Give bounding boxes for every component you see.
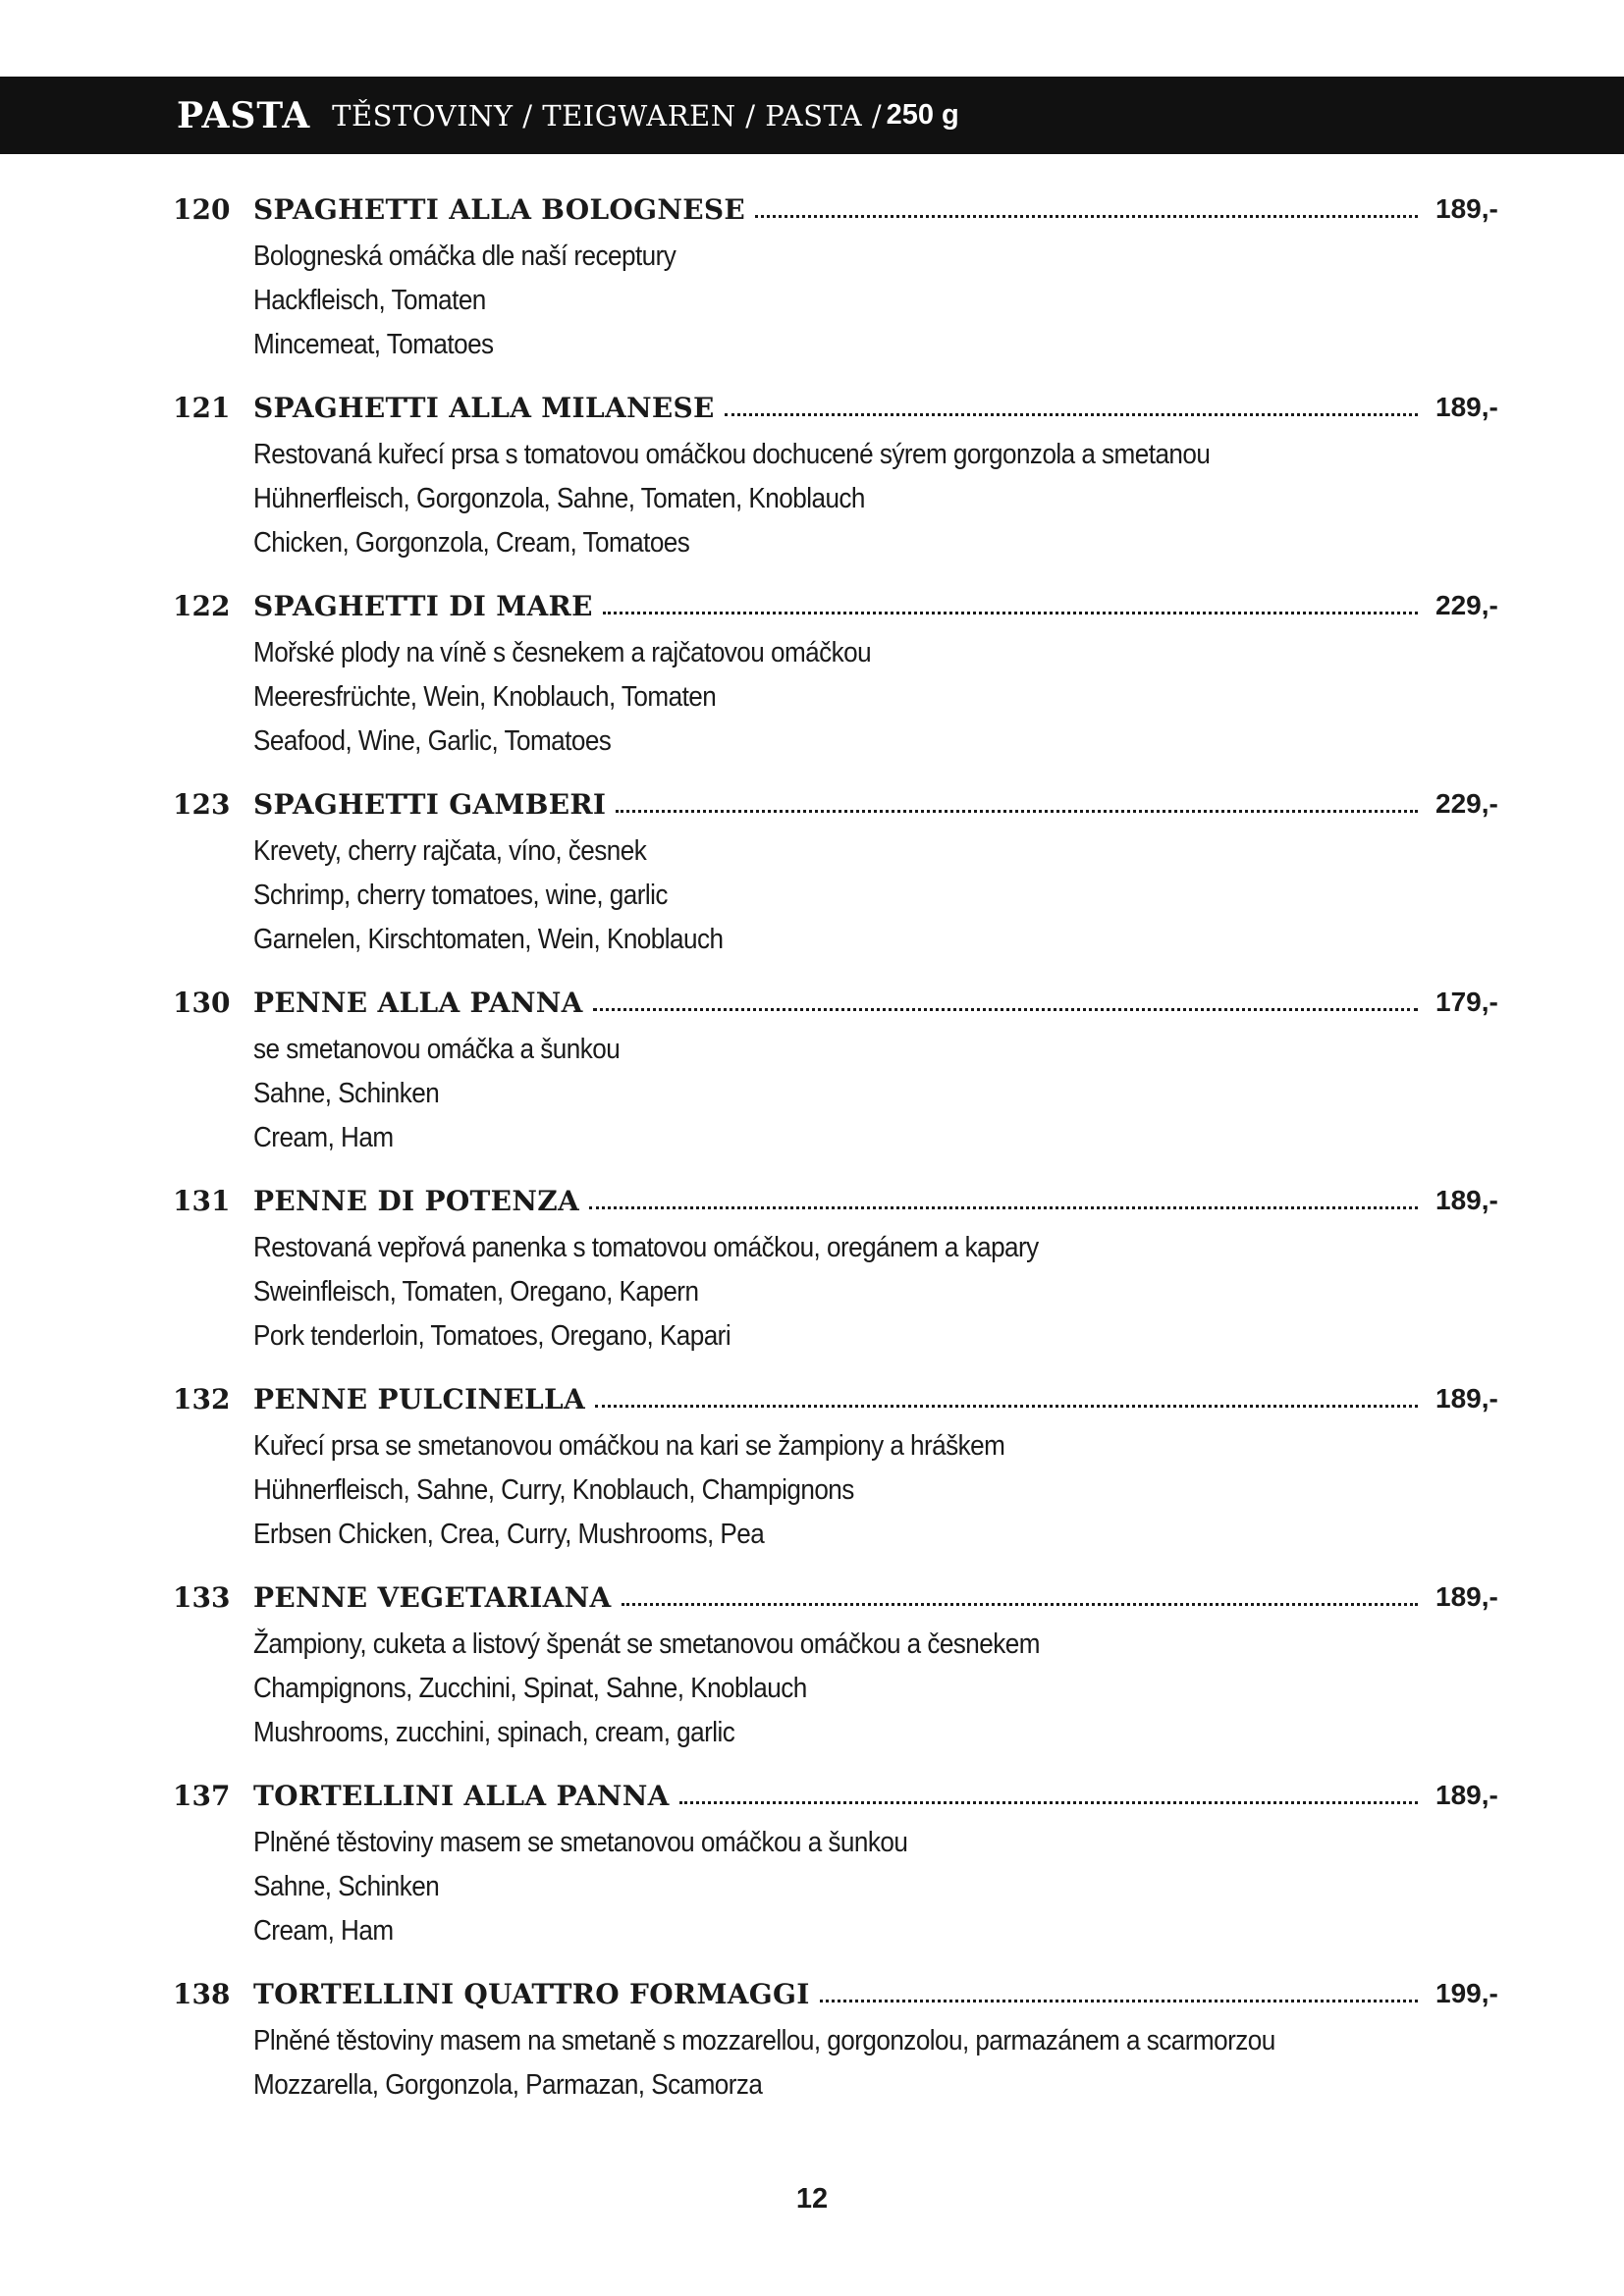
item-price: 189,- [1435, 1581, 1498, 1612]
section-title: PASTA [177, 94, 311, 136]
menu-item-header [0, 1181, 1624, 1226]
item-description-line: Krevety, cherry rajčata, víno, česnek [253, 835, 647, 867]
item-name-row [253, 1780, 1426, 1812]
menu-item-header [0, 1577, 1624, 1623]
menu-item-header [0, 1776, 1624, 1821]
menu-item-header [0, 1379, 1624, 1424]
page-number: 12 [795, 2183, 829, 2215]
item-price: 199,- [1435, 1978, 1498, 2008]
menu-item-header [0, 1974, 1624, 2019]
item-name-row [253, 1581, 1426, 1614]
item-name-row [253, 392, 1426, 424]
menu-item-header [0, 586, 1624, 631]
item-number: 123 [173, 788, 231, 821]
item-price: 179,- [1435, 987, 1498, 1017]
item-name-row [253, 788, 1426, 821]
item-number: 138 [173, 1978, 231, 2010]
menu-item [0, 1379, 1624, 1577]
item-description-line: Mořské plody na víně s česnekem a rajčatovou omáčkou [253, 637, 872, 668]
item-name-row [253, 1185, 1426, 1217]
item-number: 132 [173, 1383, 231, 1415]
item-price: 189,- [1435, 1383, 1498, 1414]
portion-weight: 250 g [886, 99, 959, 131]
item-name-row [253, 590, 1426, 622]
item-name: SPAGHETTI ALLA MILANESE [253, 392, 715, 424]
item-price: 189,- [1435, 193, 1498, 224]
menu-item [0, 1577, 1624, 1776]
dot-leader [593, 1007, 1418, 1011]
dot-leader [616, 809, 1418, 813]
item-description-line: Seafood, Wine, Garlic, Tomatoes [253, 725, 612, 757]
menu-item [0, 586, 1624, 784]
dot-leader [603, 611, 1418, 614]
section-header [0, 77, 1624, 154]
dot-leader [679, 1800, 1418, 1804]
item-name: PENNE PULCINELLA [253, 1383, 586, 1415]
item-description-line: se smetanovou omáčka a šunkou [253, 1034, 621, 1065]
item-number: 121 [173, 392, 231, 424]
item-description-line: Champignons, Zucchini, Spinat, Sahne, Knoblauch [253, 1673, 807, 1704]
menu-item-header [0, 388, 1624, 433]
item-price: 229,- [1435, 590, 1498, 620]
menu-item [0, 1974, 1624, 2141]
item-name: SPAGHETTI DI MARE [253, 590, 593, 622]
item-description-line: Meeresfrüchte, Wein, Knoblauch, Tomaten [253, 681, 717, 713]
menu-item [0, 189, 1624, 388]
menu-item [0, 388, 1624, 586]
item-description-line: Mozzarella, Gorgonzola, Parmazan, Scamorza [253, 2069, 763, 2101]
item-description-line: Pork tenderloin, Tomatoes, Oregano, Kapari [253, 1320, 731, 1352]
item-description-line: Schrimp, cherry tomatoes, wine, garlic [253, 880, 668, 911]
item-description-line: Mincemeat, Tomatoes [253, 329, 494, 360]
item-name: PENNE ALLA PANNA [253, 987, 583, 1019]
item-name-row [253, 987, 1426, 1019]
item-description-line: Cream, Ham [253, 1122, 394, 1153]
item-name-row [253, 1383, 1426, 1415]
dot-leader [820, 1999, 1418, 2002]
item-description-line: Mushrooms, zucchini, spinach, cream, garlic [253, 1717, 735, 1748]
menu-item [0, 784, 1624, 983]
item-description-line: Erbsen Chicken, Crea, Curry, Mushrooms, Pea [253, 1519, 765, 1550]
item-number: 130 [173, 987, 231, 1019]
item-number: 122 [173, 590, 231, 622]
dot-leader [589, 1205, 1418, 1209]
dot-leader [725, 412, 1418, 416]
item-description-line: Sahne, Schinken [253, 1871, 440, 1902]
menu-item-header [0, 784, 1624, 829]
item-price: 189,- [1435, 392, 1498, 422]
menu-list [0, 189, 1624, 2141]
item-description-line: Kuřecí prsa se smetanovou omáčkou na kari se žampiony a hráškem [253, 1430, 1005, 1462]
item-name: SPAGHETTI GAMBERI [253, 788, 607, 821]
item-name: TORTELLINI QUATTRO FORMAGGI [253, 1978, 810, 2010]
item-description-line: Žampiony, cuketa a listový špenát se smetanovou omáčkou a česnekem [253, 1629, 1040, 1660]
item-price: 189,- [1435, 1780, 1498, 1810]
dot-leader [622, 1602, 1418, 1606]
item-description-line: Restovaná kuřecí prsa s tomatovou omáčkou dochucené sýrem gorgonzola a smetanou [253, 439, 1211, 470]
item-description-line: Sahne, Schinken [253, 1078, 440, 1109]
item-name: PENNE DI POTENZA [253, 1185, 579, 1217]
item-description-line: Bologneská omáčka dle naší receptury [253, 240, 677, 272]
item-description-line: Hackfleisch, Tomaten [253, 285, 486, 316]
item-description-line: Plněné těstoviny masem na smetaně s mozzarellou, gorgonzolou, parmazánem a scarmorzou [253, 2025, 1275, 2056]
dot-leader [755, 214, 1418, 218]
item-name: TORTELLINI ALLA PANNA [253, 1780, 670, 1812]
item-name-row [253, 1978, 1426, 2010]
item-number: 133 [173, 1581, 231, 1614]
item-price: 189,- [1435, 1185, 1498, 1215]
item-number: 131 [173, 1185, 231, 1217]
item-description-line: Sweinfleisch, Tomaten, Oregano, Kapern [253, 1276, 699, 1308]
menu-item-header [0, 189, 1624, 235]
item-description-line: Hühnerfleisch, Gorgonzola, Sahne, Tomaten, Knoblauch [253, 483, 865, 514]
item-name: PENNE VEGETARIANA [253, 1581, 612, 1614]
section-subtitle: TĚSTOVINY / TEIGWAREN / PASTA / [332, 98, 883, 133]
item-price: 229,- [1435, 788, 1498, 819]
menu-item [0, 983, 1624, 1181]
item-name: SPAGHETTI ALLA BOLOGNESE [253, 193, 746, 226]
menu-item-header [0, 983, 1624, 1028]
item-description-line: Plněné těstoviny masem se smetanovou omáčkou a šunkou [253, 1827, 908, 1858]
item-description-line: Restovaná vepřová panenka s tomatovou omáčkou, oregánem a kapary [253, 1232, 1039, 1263]
dot-leader [595, 1404, 1418, 1408]
item-description-line: Cream, Ham [253, 1915, 394, 1947]
menu-item [0, 1776, 1624, 1974]
item-number: 137 [173, 1780, 231, 1812]
item-name-row [253, 193, 1426, 226]
item-description-line: Hühnerfleisch, Sahne, Curry, Knoblauch, Champignons [253, 1474, 854, 1506]
menu-item [0, 1181, 1624, 1379]
item-description-line: Garnelen, Kirschtomaten, Wein, Knoblauch [253, 924, 724, 955]
item-number: 120 [173, 193, 231, 226]
item-description-line: Chicken, Gorgonzola, Cream, Tomatoes [253, 527, 690, 559]
